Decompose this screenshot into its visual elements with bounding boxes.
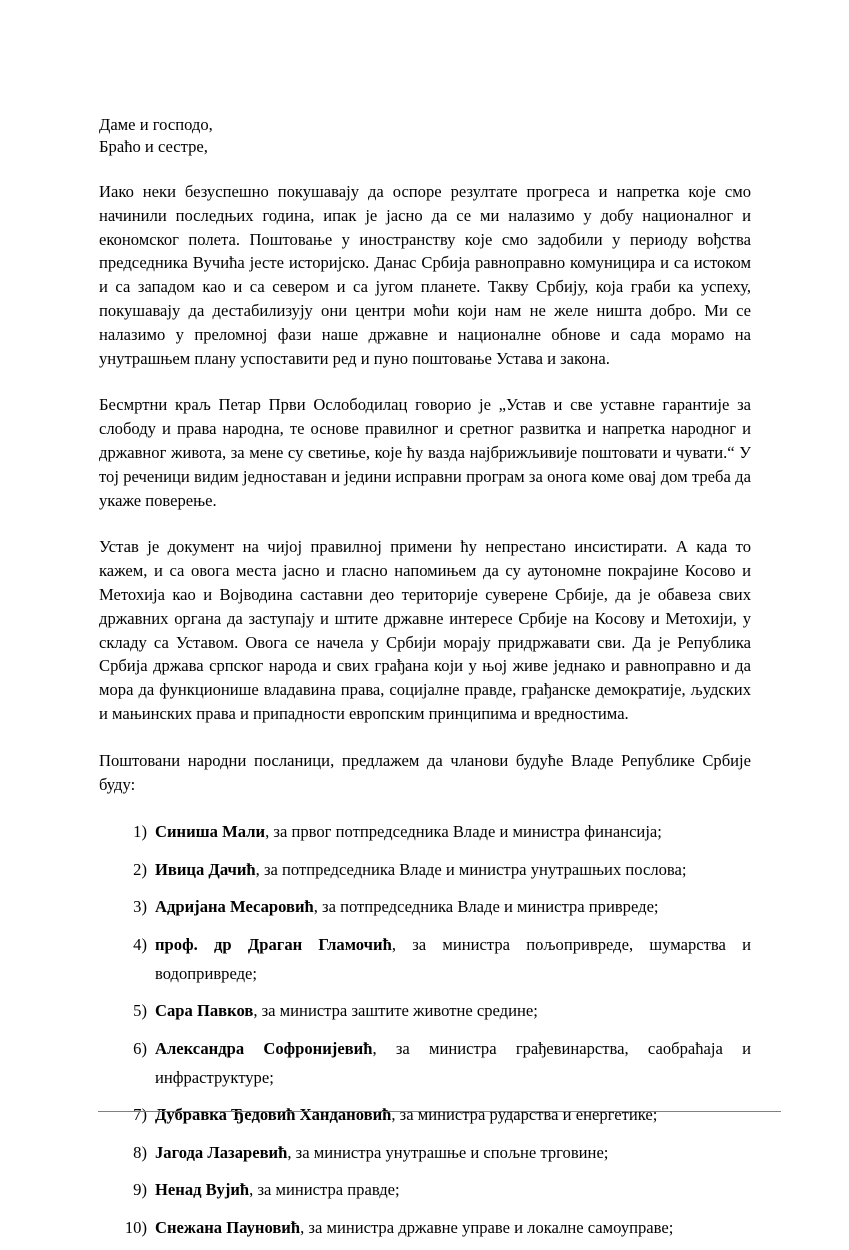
minister-name: Адријана Месаровић: [155, 897, 314, 917]
minister-portfolio: , за министра правде;: [249, 1180, 400, 1200]
document-body: [99, 114, 751, 1250]
list-item: [99, 855, 751, 884]
salutation-line-1: Даме и господо,: [99, 115, 213, 134]
minister-name: Ивица Дачић: [155, 859, 256, 879]
minister-name: Сара Павков: [155, 1001, 254, 1021]
list-item: [99, 1213, 751, 1242]
minister-name: Снежана Пауновић: [155, 1217, 301, 1237]
list-item-number: 2): [133, 859, 147, 879]
list-item-number: 10): [124, 1217, 147, 1237]
minister-portfolio: , за министра рударства и енергетике;: [391, 1105, 658, 1125]
list-item-number: 9): [133, 1180, 147, 1200]
salutation-block: [99, 114, 751, 157]
list-item: [99, 996, 751, 1025]
list-item: [99, 1138, 751, 1167]
paragraph-4: Поштовани народни посланици, предлажем да чланови будуће Владе Републике Србије буду:: [99, 750, 751, 794]
list-item-number: 3): [133, 897, 147, 917]
list-item-number: 1): [133, 822, 147, 842]
minister-portfolio: , за потпредседника Владе и министра привреде;: [313, 897, 659, 917]
minister-name: Јагода Лазаревић: [155, 1142, 288, 1162]
minister-portfolio: , за министра грађевинарства, саобраћаја и инфраструктуре;: [155, 1038, 751, 1087]
minister-name: Александра Софронијевић: [155, 1038, 373, 1058]
minister-name: Синиша Мали: [155, 822, 266, 842]
list-item-number: 7): [133, 1105, 147, 1125]
minister-name: Ненад Вујић: [155, 1180, 250, 1200]
spacer: [99, 157, 751, 180]
minister-portfolio: , за министра пољопривреде, шумарства и водопривреде;: [155, 934, 751, 983]
minister-portfolio: , за министра унутрашње и спољне трговине;: [287, 1142, 609, 1162]
list-item: [99, 817, 751, 846]
paragraph-2: Бесмртни краљ Петар Први Ослободилац говорио је „Устав и све уставне гарантије за слободу и права народна, те основе правилног и сретног развитка и напретка народног и државног живота, за мене су светиње, које ћу вазда најбрижљивије поштовати и чувати.“ У тој реченици видим једноставан и једини исправни програм за онога коме овај дом треба да укаже поверење.: [99, 395, 751, 510]
salutation-line-2: Браћо и сестре,: [99, 136, 208, 156]
minister-name: проф. др Драган Гламочић: [155, 934, 392, 954]
spacer: [99, 370, 751, 393]
minister-portfolio: , за министра заштите животне средине;: [253, 1001, 538, 1021]
spacer: [99, 796, 751, 817]
list-item-number: 8): [133, 1142, 147, 1162]
minister-portfolio: , за министра државне управе и локалне самоуправе;: [300, 1217, 674, 1237]
list-item-number: 5): [133, 1001, 147, 1021]
list-item: [99, 1034, 751, 1092]
list-item: [99, 892, 751, 921]
list-item-number: 6): [133, 1038, 147, 1058]
minister-name: Дубравка Ђедовић Хандановић: [155, 1105, 392, 1125]
spacer: [99, 726, 751, 749]
paragraph-3: Устав је документ на чијој правилној примени ћу непрестано инсистирати. А када то кажем, и са овога места јасно и гласно напомињем да су аутономне покрајине Косово и Метохија као и Војводина саставни део територије суверене Србије, да је обавеза свих државних органа да заступају и штите државне интересе Србије на Косову и Метохији, у складу са Уставом. Овога се начела у Србији морају придржавати сви. Да је Република Србија држава српског народа и свих грађана који у њој живе једнако и равноправно и да мора да функционише владавина права, социјалне правде, грађанске демократије, људских и мањинских права и припадности европским принципима и вредностима.: [99, 537, 751, 723]
list-item: [99, 1100, 751, 1129]
spacer: [99, 512, 751, 535]
paragraph-1: Иако неки безуспешно покушавају да оспоре резултате прогреса и напретка које смо начинили последњих година, ипак је јасно да се ми налазимо у добу националног и економског полета. Поштовање у иностранству које смо задобили у периоду вођства председника Вучића јесте историјско. Данас Србија равноправно комуницира и са истоком и са западом као и са севером и са југом планете. Такву Србију, која граби ка успеху, покушавају да дестабилизују они центри моћи који нам не желе ништа добро. Ми се налазимо у преломној фази наше државне и националне обнове и сада морамо на унутрашњем плану успоставити ред и пуно поштовање Устава и закона.: [99, 182, 751, 368]
list-item-number: 4): [133, 934, 147, 954]
minister-nomination-list: [99, 817, 751, 1242]
minister-portfolio: , за потпредседника Владе и министра унутрашњих послова;: [255, 859, 687, 879]
footer-separator-rule: [98, 1111, 781, 1112]
minister-portfolio: , за првог потпредседника Владе и министра финансија;: [265, 822, 662, 842]
list-item: [99, 930, 751, 988]
